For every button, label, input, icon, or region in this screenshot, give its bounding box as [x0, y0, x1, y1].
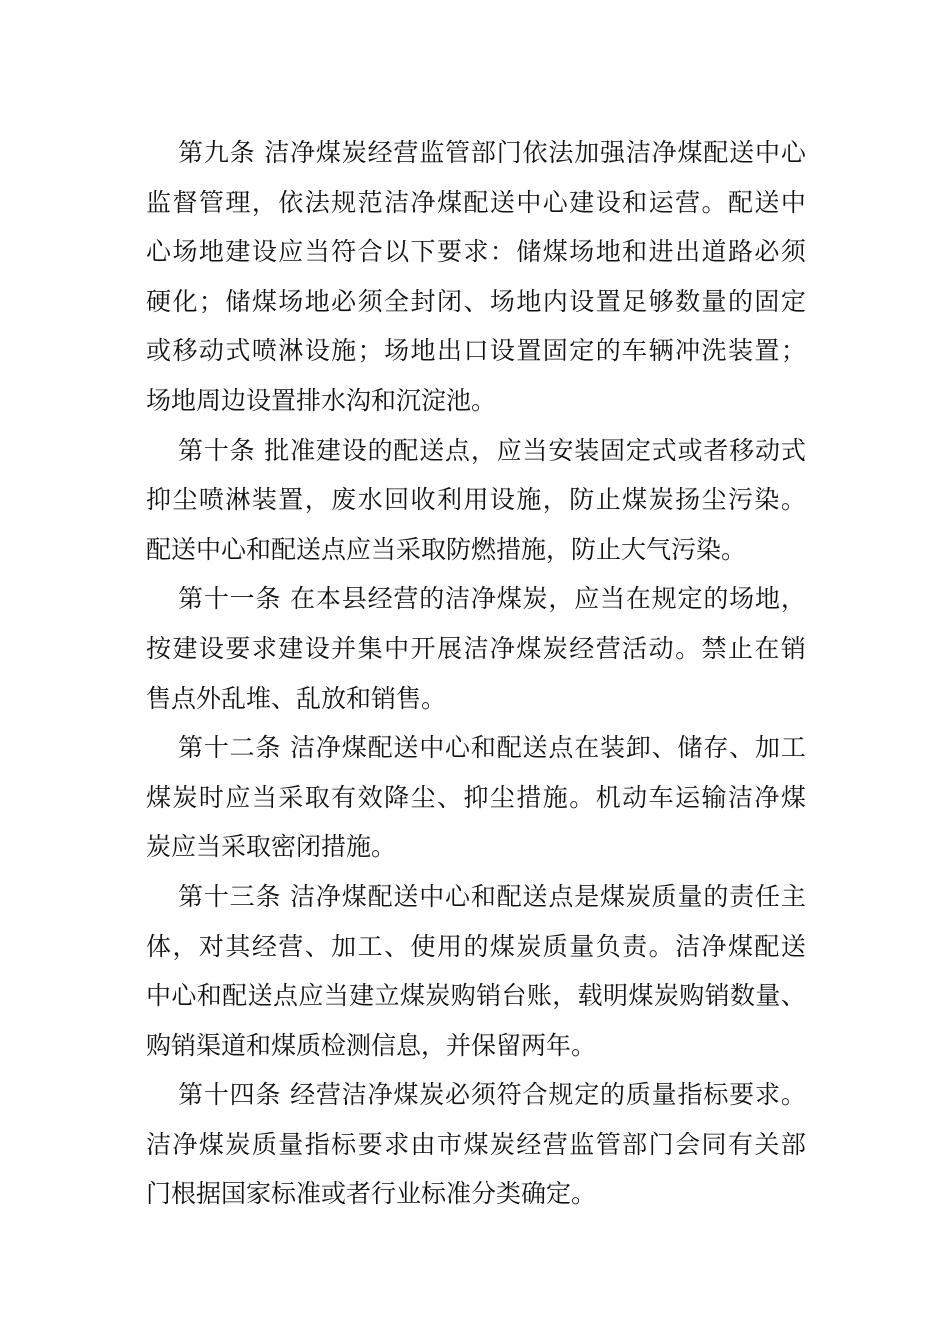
- paragraph-line: 中 心 和 配 送 点 应 当 建 立 煤 炭 购 销 台 账 ， 载 明 煤 炭 购 销 数 量 、: [146, 981, 806, 1011]
- article-paragraph: [146, 426, 806, 575]
- article-paragraph: [146, 1070, 806, 1219]
- article-paragraph: [146, 723, 806, 872]
- paragraph-line: 炭应当采取密闭措施。: [146, 832, 397, 862]
- paragraph-line: 门根据国家标准或者行业标准分类确定。: [146, 1179, 597, 1209]
- paragraph-line: 第 十 四 条 经 营 洁 净 煤 炭 必 须 符 合 规 定 的 质 量 指 标 要 求 。: [178, 1080, 806, 1110]
- paragraph-line: 抑 尘 喷 淋 装 置 ， 废 水 回 收 利 用 设 施 ， 防 止 煤 炭 扬 尘 污 染 。: [146, 485, 806, 515]
- article-paragraph: [146, 872, 806, 1070]
- paragraph-line: 第 十 一 条 在 本 县 经 营 的 洁 净 煤 炭 ， 应 当 在 规 定 的 场 地 ，: [178, 584, 806, 614]
- paragraph-line: 按 建 设 要 求 建 设 并 集 中 开 展 洁 净 煤 炭 经 营 活 动 。 禁 止 在 销: [146, 633, 806, 663]
- paragraph-line: 心 场 地 建 设 应 当 符 合 以 下 要 求 ： 储 煤 场 地 和 进 出 道 路 必 须: [146, 237, 806, 267]
- paragraph-line: 硬 化 ； 储 煤 场 地 必 须 全 封 闭 、 场 地 内 设 置 足 够 数 量 的 固 定: [146, 286, 806, 316]
- paragraph-line: 体 ， 对 其 经 营 、 加 工 、 使 用 的 煤 炭 质 量 负 责 。 洁 净 煤 配 送: [146, 931, 806, 961]
- paragraph-line: 第 十 条 批 准 建 设 的 配 送 点 ， 应 当 安 装 固 定 式 或 者 移 动 式: [178, 435, 806, 465]
- paragraph-line: 售点外乱堆、乱放和销售。: [146, 683, 447, 713]
- paragraph-line: 煤 炭 时 应 当 采 取 有 效 降 尘 、 抑 尘 措 施 。 机 动 车 运 输 洁 净 煤: [146, 782, 806, 812]
- paragraph-line: 第 十 三 条 洁 净 煤 配 送 中 心 和 配 送 点 是 煤 炭 质 量 的 责 任 主: [178, 881, 806, 911]
- article-paragraph: [146, 128, 806, 426]
- paragraph-line: 场地周边设置排水沟和沉淀池。: [146, 385, 497, 415]
- paragraph-line: 第 九 条 洁 净 煤 炭 经 营 监 管 部 门 依 法 加 强 洁 净 煤 配 送 中 心: [178, 138, 806, 167]
- paragraph-line: 或 移 动 式 喷 淋 设 施 ； 场 地 出 口 设 置 固 定 的 车 辆 冲 洗 装 置 ；: [146, 336, 806, 366]
- paragraph-line: 配送中心和配送点应当采取防燃措施，防止大气污染。: [146, 534, 747, 564]
- paragraph-line: 监 督 管 理 ， 依 法 规 范 洁 净 煤 配 送 中 心 建 设 和 运 营 。 配 送 中: [146, 187, 806, 217]
- paragraph-line: 第 十 二 条 洁 净 煤 配 送 中 心 和 配 送 点 在 装 卸 、 储 存 、 加 工: [178, 733, 806, 763]
- paragraph-line: 购销渠道和煤质检测信息，并保留两年。: [146, 1030, 597, 1060]
- document-body: [146, 128, 806, 1219]
- paragraph-line: 洁 净 煤 炭 质 量 指 标 要 求 由 市 煤 炭 经 营 监 管 部 门 会 同 有 关 部: [146, 1129, 806, 1159]
- article-paragraph: [146, 574, 806, 723]
